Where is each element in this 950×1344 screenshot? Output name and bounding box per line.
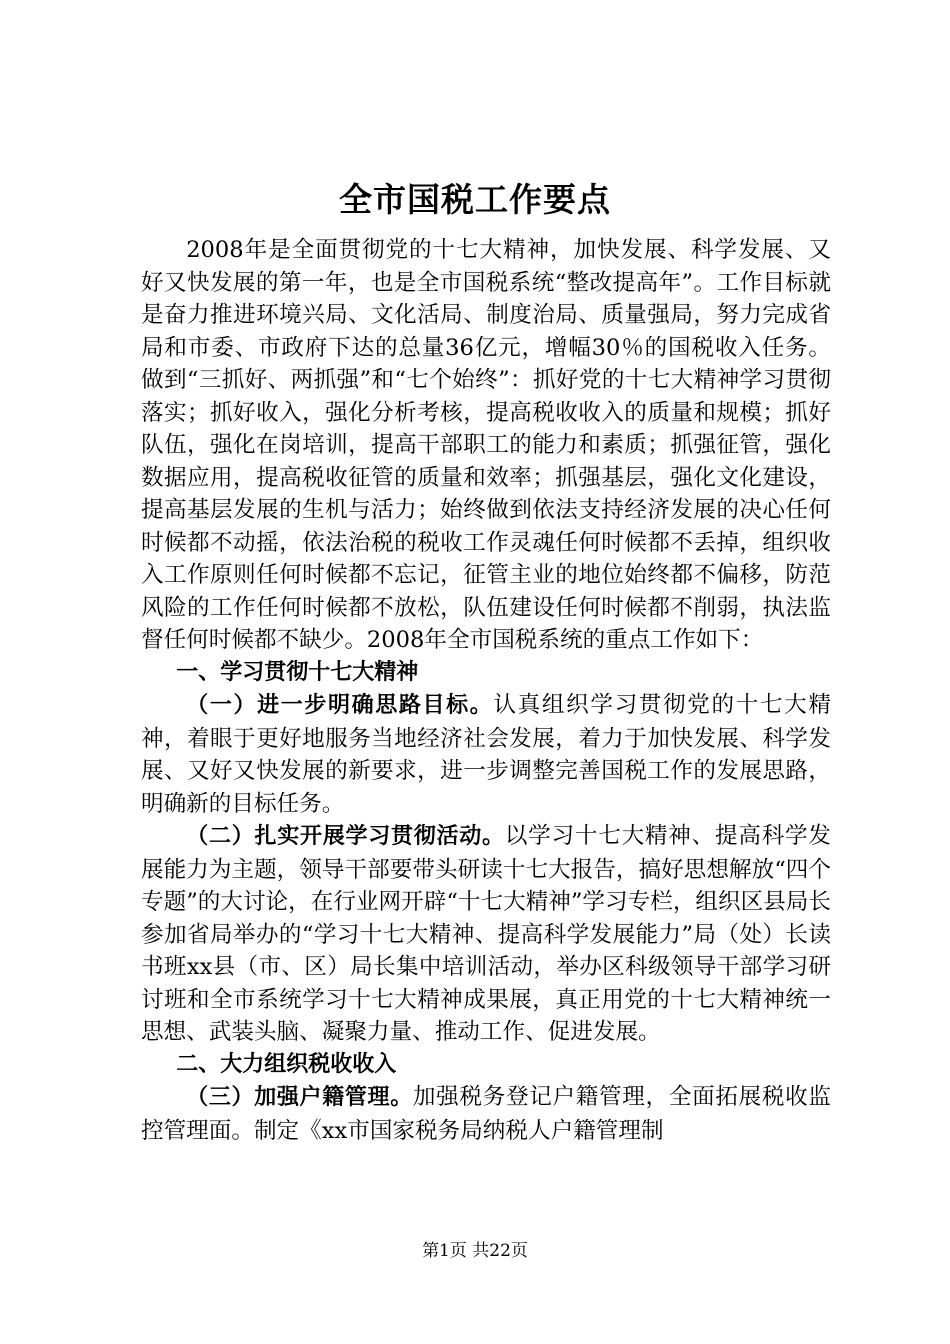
item-lead-2: （二）扎实开展学习贯彻活动。 — [186, 824, 505, 849]
item-text-3: 加强税务登记户籍管理，全面拓展税收监控管理面。制定《xx市国家税务局纳税人户籍管理制 — [141, 1084, 831, 1144]
item-lead-1: （一）进一步明确思路目标。 — [186, 693, 494, 718]
document-title: 全市国税工作要点 — [339, 180, 611, 219]
item-text-2: 以学习十七大精神、提高科学发展能力为主题，领导干部要带头研读十七大报告，搞好思想解放“四个专题”的大讨论，在行业网开辟“十七大精神”学习专栏，组织区县局长参加省局举办的“学习十七大精神、提高科学发展能力”局（处）长读书班xx县（市、区）局长集中培训活动，举办区科级领导干部学习研讨班和全市系统学习十七大精神成果展，真正用党的十七大精神统一思想、武装头脑、凝聚力量、推动工作、促进发展。 — [141, 823, 831, 1045]
intro-paragraph: 2008年是全面贯彻党的十七大精神，加快发展、科学发展、又好又快发展的第一年，也是全市国税系统“整改提高年”。工作目标就是奋力推进环境兴局、文化活局、制度治局、质量强局，努力完成省局和市委、市政府下达的总量36亿元，增幅30％的国税收入任务。做到“三抓好、两抓强”和“七个始终”：抓好党的十七大精神学习贯彻落实；抓好收入，强化分析考核，提高税收收入的质量和规模；抓好队伍，强化在岗培训，提高干部职工的能力和素质；抓强征管，强化数据应用，提高税收征管的质量和效率；抓强基层，强化文化建设，提高基层发展的生机与活力；始终做到依法支持经济发展的决心任何时候都不动摇，依法治税的税收工作灵魂任何时候都不丢掉，组织收入工作原则任何时候都不忘记，征管主业的地位始终都不偏移，防范风险的工作任何时候都不放松，队伍建设任何时候都不削弱，执法监督任何时候都不缺少。2008年全市国税系统的重点工作如下： — [141, 237, 831, 653]
document-body — [141, 234, 831, 1147]
item-text-1: 认真组织学习贯彻党的十七大精神，着眼于更好地服务当地经济社会发展，着力于加快发展、科学发展、又好又快发展的新要求，进一步调整完善国税工作的发展思路，明确新的目标任务。 — [141, 692, 831, 817]
section-heading-2: 二、大力组织税收收入 — [176, 1051, 397, 1077]
item-paragraph-2 — [141, 820, 831, 1049]
page-footer: 第1页 共22页 — [422, 1241, 528, 1261]
item-lead-3: （三）加强户籍管理。 — [186, 1085, 413, 1110]
item-paragraph-3 — [141, 1081, 831, 1147]
item-paragraph-1 — [141, 689, 831, 820]
section-heading-1: 一、学习贯彻十七大精神 — [176, 659, 419, 685]
